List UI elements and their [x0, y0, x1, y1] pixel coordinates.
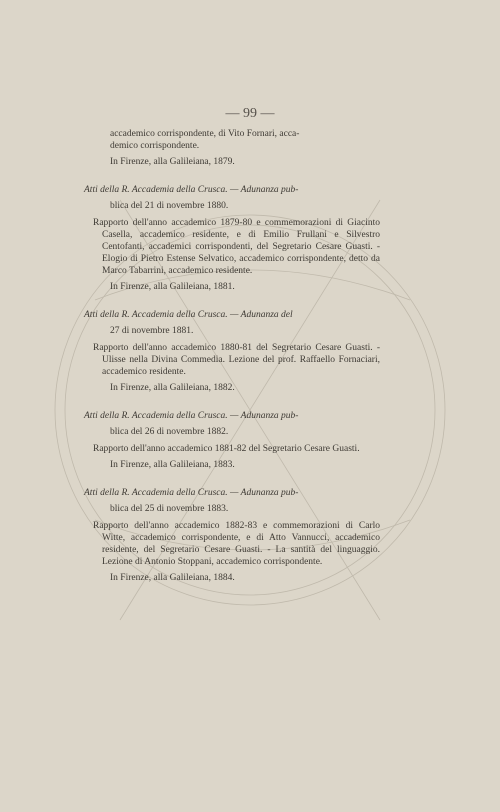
- continuation-line: demico corrispondente.: [110, 141, 200, 151]
- report-text: Rapporto dell'anno accademico 1882-83 e commemorazioni di Carlo Witte, accademico corrispondente, e di Atto Vannucci, accademico residente, del Segretario Cesare Guasti. - La santità del linguaggio. Lezione di Antonio Stoppani, accademico corrispondente.: [93, 521, 380, 567]
- entry-heading-date: blica del 25 di novembre 1883.: [110, 504, 229, 514]
- entry-2: [84, 309, 380, 394]
- entry-heading: Atti della R. Accademia della Crusca. — Adunanza del: [84, 310, 293, 320]
- publication-place: In Firenze, alla Galileiana, 1882.: [110, 383, 235, 393]
- entry-report: [84, 520, 380, 568]
- report-text: Rapporto dell'anno accademico 1880-81 del Segretario Cesare Guasti. - Ulisse nella Divina Commedia. Lezione del prof. Raffaello Fornaciari, accademico residente.: [93, 343, 380, 377]
- entry-4: [84, 487, 380, 584]
- entry-heading: Atti della R. Accademia della Crusca. — Adunanza pub-: [84, 185, 299, 195]
- publication-place: In Firenze, alla Galileiana, 1879.: [110, 157, 235, 167]
- entry-heading: Atti della R. Accademia della Crusca. — Adunanza pub-: [84, 488, 299, 498]
- entry-heading: Atti della R. Accademia della Crusca. — Adunanza pub-: [84, 411, 299, 421]
- entry-3: [84, 410, 380, 471]
- publication-place: In Firenze, alla Galileiana, 1883.: [110, 460, 235, 470]
- entry-report: [84, 342, 380, 378]
- continuation-block: [84, 128, 380, 168]
- text-column: [84, 128, 380, 584]
- report-text: Rapporto dell'anno accademico 1879-80 e commemorazioni di Giacinto Casella, accademico residente, e di Emilio Frullani e Silvestro Centofanti, accademici corrispondenti, del Segretario Cesare Guasti. - Elogio di Pietro Estense Selvatico, accademico corrispondente, detto da Marco Tabarrini, accademico residente.: [93, 218, 380, 276]
- entry-report: [84, 443, 380, 455]
- continuation-line: accademico corrispondente, di Vito Fornari, acca-: [110, 129, 300, 139]
- page-number: — 99 —: [225, 106, 275, 121]
- report-text: Rapporto dell'anno accademico 1881-82 del Segretario Cesare Guasti.: [93, 444, 360, 454]
- entry-heading-date: 27 di novembre 1881.: [110, 326, 194, 336]
- publication-place: In Firenze, alla Galileiana, 1881.: [110, 282, 235, 292]
- entry-report: [84, 217, 380, 277]
- entry-heading-date: blica del 26 di novembre 1882.: [110, 427, 229, 437]
- entry-heading-date: blica del 21 di novembre 1880.: [110, 201, 229, 211]
- entry-1: [84, 184, 380, 293]
- publication-place: In Firenze, alla Galileiana, 1884.: [110, 573, 235, 583]
